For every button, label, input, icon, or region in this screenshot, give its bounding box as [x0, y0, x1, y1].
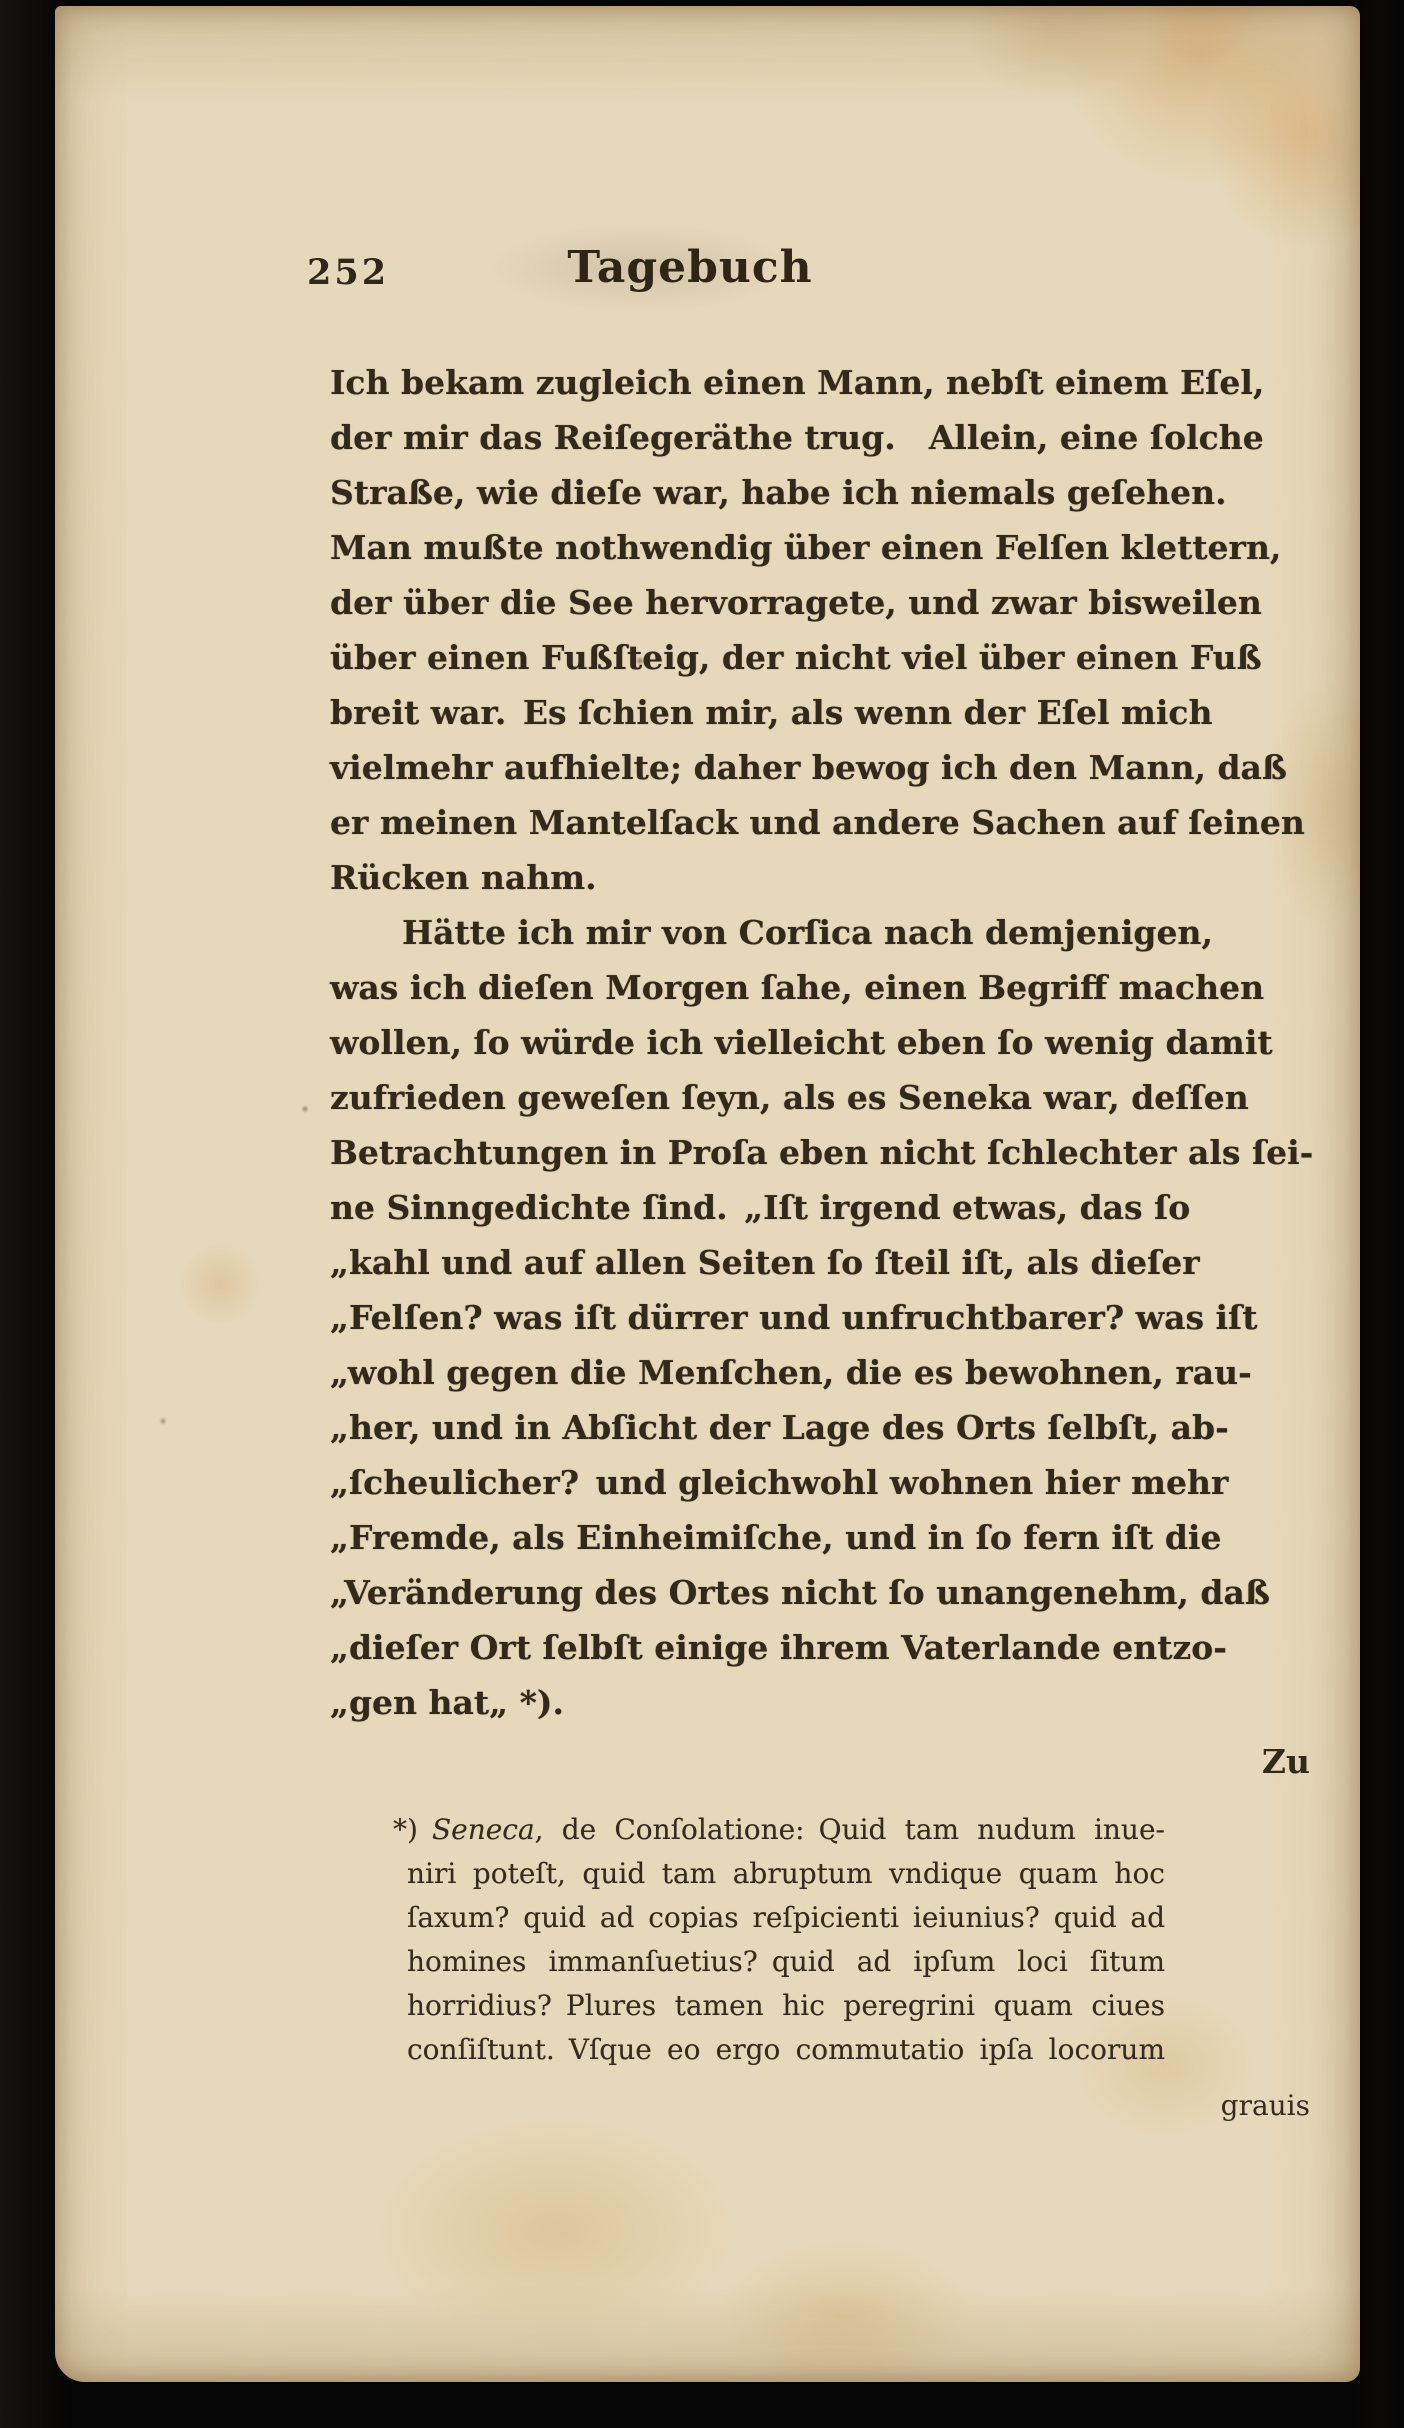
- text-line: Straße, wie dieſe war, habe ich niemals geſehen.: [330, 473, 1227, 512]
- book-page: [55, 6, 1360, 2382]
- text-line: der über die See hervorragete, und zwar bisweilen: [330, 583, 1262, 622]
- text-line: „kahl und auf allen Seiten ſo ſteil iſt, als dieſer: [330, 1243, 1200, 1282]
- footnote-line: niri poteſt, quid tam abruptum vndique quam hoc: [407, 1857, 1165, 1890]
- footnote-block: [393, 1808, 1165, 2072]
- text-line: „dieſer Ort ſelbſt einige ihrem Vaterlande entzo-: [330, 1628, 1227, 1667]
- footnote-line: conſiſtunt. Vſque eo ergo commutatio ipſa locorum: [407, 2033, 1165, 2066]
- text-line: der mir das Reiſegeräthe trug. Allein, eine ſolche: [330, 418, 1264, 457]
- footnote-marker: *): [393, 1813, 418, 1846]
- main-text-block: [330, 355, 1314, 1730]
- text-line: über einen Fußſteig, der nicht viel über einen Fuß: [330, 638, 1262, 677]
- footnote-author: Seneca: [431, 1813, 535, 1846]
- text-line: breit war. Es ſchien mir, als wenn der Eſel mich: [330, 693, 1213, 732]
- text-line: Rücken nahm.: [330, 858, 597, 897]
- text-line: Betrachtungen in Proſa eben nicht ſchlechter als ſei-: [330, 1133, 1314, 1172]
- text-line: „ſcheulicher? und gleichwohl wohnen hier mehr: [330, 1463, 1229, 1502]
- footnote-line: horridius? Plures tamen hic peregrini quam ciues: [407, 1989, 1165, 2022]
- footnote-line-text: , de Conſolatione: Quid tam nudum inue-: [534, 1813, 1165, 1846]
- text-line: „wohl gegen die Menſchen, die es bewohnen, rau-: [330, 1353, 1252, 1392]
- text-line: Ich bekam zugleich einen Mann, nebſt einem Eſel,: [330, 363, 1265, 402]
- text-line: „Fremde, als Einheimiſche, und in ſo fern iſt die: [330, 1518, 1222, 1557]
- page-catchword: Zu: [1261, 1742, 1310, 1781]
- text-line: „her, und in Abſicht der Lage des Orts ſelbſt, ab-: [330, 1408, 1229, 1447]
- text-line: „Veränderung des Ortes nicht ſo unangenehm, daß: [330, 1573, 1270, 1612]
- text-line: „gen hat„ *).: [330, 1683, 564, 1722]
- text-line: er meinen Mantelſack und andere Sachen auf ſeinen: [330, 803, 1305, 842]
- text-line: wollen, ſo würde ich vielleicht eben ſo wenig damit: [330, 1023, 1273, 1062]
- footnote-catchword: grauis: [1220, 2089, 1310, 2122]
- footnote-line: [393, 1808, 1165, 1852]
- footnote-line: homines immanſuetius? quid ad ipſum loci ſitum: [407, 1945, 1165, 1978]
- text-line: Hätte ich mir von Corſica nach demjenigen,: [402, 913, 1213, 952]
- running-title: Tagebuch: [567, 242, 813, 293]
- text-line: was ich dieſen Morgen ſahe, einen Begriff machen: [330, 968, 1265, 1007]
- text-line: vielmehr aufhielte; daher bewog ich den Mann, daß: [330, 748, 1287, 787]
- footnote-line: ſaxum? quid ad copias reſpicienti ieiunius? quid ad: [407, 1901, 1165, 1934]
- text-line: Man mußte nothwendig über einen Felſen klettern,: [330, 528, 1282, 567]
- text-line: „Felſen? was iſt dürrer und unfruchtbarer? was iſt: [330, 1298, 1258, 1337]
- page-number: 252: [307, 252, 390, 293]
- text-line: ne Sinngedichte ſind. „Iſt irgend etwas, das ſo: [330, 1188, 1191, 1227]
- text-line: zufrieden geweſen ſeyn, als es Seneka war, deſſen: [330, 1078, 1249, 1117]
